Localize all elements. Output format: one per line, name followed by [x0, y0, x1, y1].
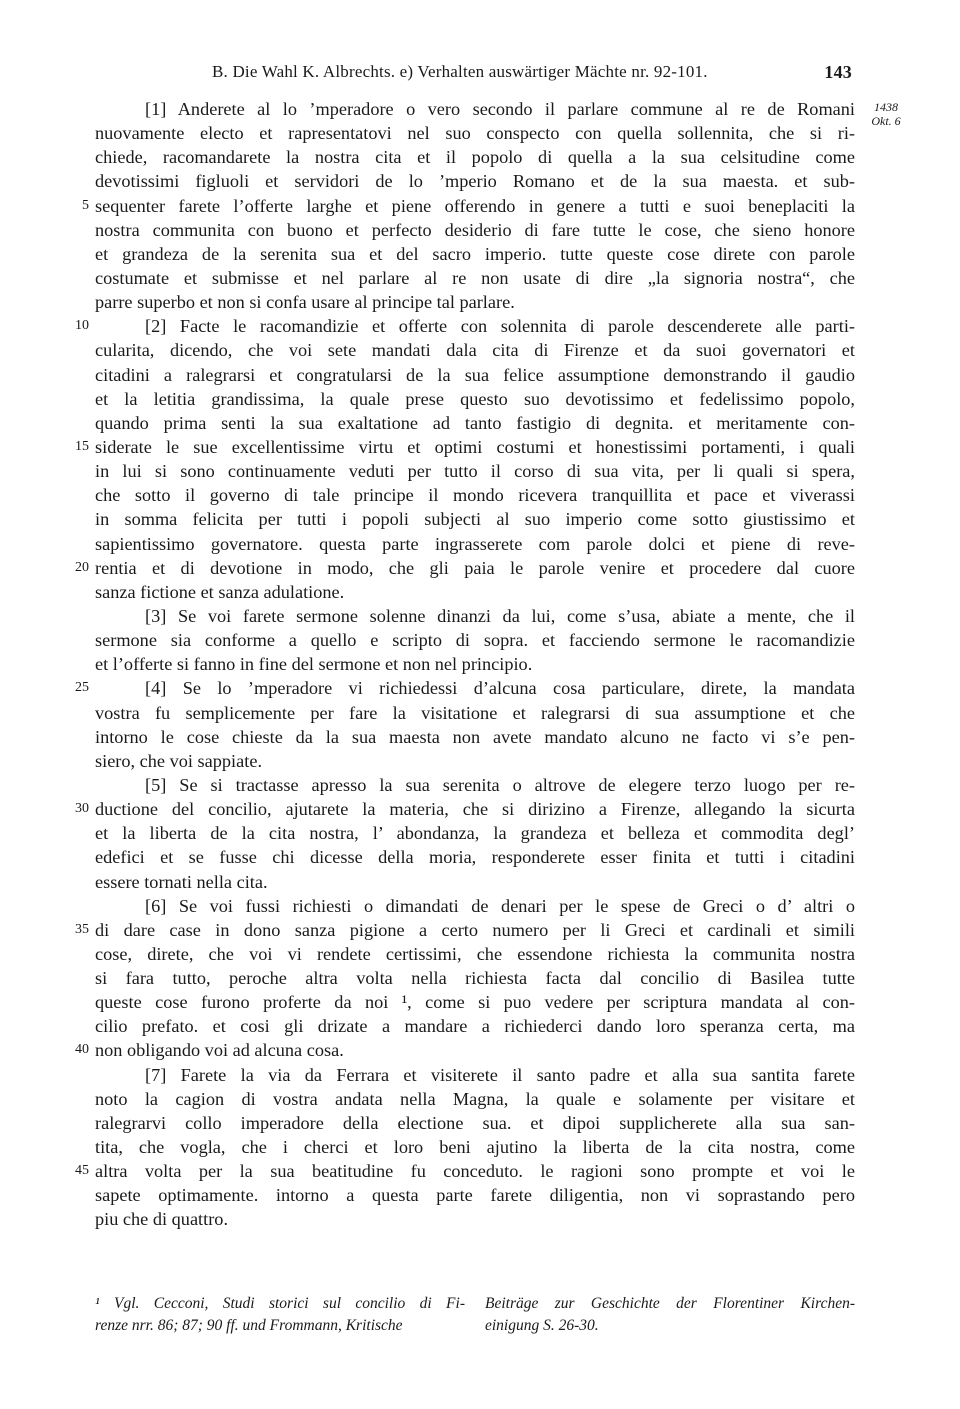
line-text: essere tornati nella cita.	[95, 871, 268, 892]
text-line	[95, 242, 855, 266]
line-number: 20	[75, 559, 89, 575]
line-text: [4] Se lo ’mperadore vi richiedessi d’alcuna cosa particulare, direte, la mandata	[145, 678, 855, 699]
text-line	[95, 580, 855, 604]
line-text: devotissimi figluoli et servidori de lo ’mperio Romano et de la sua maesta. et sub-	[95, 171, 855, 192]
line-text: in somma felicita per tutti i popoli subjecti al suo imperio come sotto giustissimo et	[95, 509, 855, 530]
line-text: tita, che vogla, che i cherci et loro beni ajutino la liberta de la cita nostra, come	[95, 1137, 855, 1158]
text-line	[75, 1159, 855, 1183]
line-text: chiede, racomandarete la nostra cita et il popolo di quella a la sua celsitudine come	[95, 147, 855, 168]
line-text: cose, direte, che voi vi rendete certissimi, che essendone richiesta la communita nostra	[95, 943, 855, 964]
text-line	[95, 894, 855, 918]
line-number: 45	[75, 1163, 89, 1179]
text-line	[95, 1087, 855, 1111]
text-line	[75, 435, 855, 459]
line-text: quando prima senti la sua exaltatione ad tanto fastigio di degnita. et meritamente con-	[95, 412, 855, 433]
line-text: noto la cagion di vostra andata nella Magna, la quale e solamente per visitare et	[95, 1088, 855, 1109]
line-text: non obligando voi ad alcuna cosa.	[95, 1040, 344, 1061]
line-text: rentia et di devotione in modo, che gli paia le parole venire et procedere dal cuore	[95, 557, 855, 578]
line-text: si fara tutto, peroche altra volta nella richiesta facta dal concilio di Basilea tutte	[95, 968, 855, 989]
line-text: cularita, dicendo, che voi sete mandati dala cita di Firenze et da suoi governatori et	[95, 340, 855, 361]
text-line	[95, 363, 855, 387]
line-text: et la liberta de la cita nostra, l’ abondanza, la grandeza et belleza et commodita degl’	[95, 823, 855, 844]
text-line	[75, 676, 855, 700]
text-line	[95, 821, 855, 845]
footnote-line: renze nrr. 86; 87; 90 ff. und Frommann, Kritische	[95, 1317, 403, 1334]
line-text: nuovamente electo et rapresentatovi nel suo conspecto con quella sollennita, che si ri-	[95, 123, 855, 144]
line-number: 30	[75, 801, 89, 817]
main-text	[75, 97, 855, 1232]
line-number: 35	[75, 921, 89, 937]
text-line	[95, 411, 855, 435]
line-text: [5] Se si tractasse apresso la sua serenita o altrove de elegere terzo luogo per re-	[145, 774, 855, 795]
line-number: 15	[75, 438, 89, 454]
line-text: ductione del concilio, ajutarete la materia, che si dirizino a Firenze, allegando la sicurta	[95, 799, 855, 820]
text-line	[95, 532, 855, 556]
text-line	[95, 338, 855, 362]
text-line	[95, 1063, 855, 1087]
margin-date-note	[862, 100, 910, 128]
line-number: 25	[75, 680, 89, 696]
text-line	[75, 1038, 855, 1062]
running-head: B. Die Wahl K. Albrechts. e) Verhalten auswärtiger Mächte nr. 92-101.	[212, 62, 708, 81]
text-line	[95, 942, 855, 966]
text-line	[95, 483, 855, 507]
text-line	[95, 169, 855, 193]
text-line	[95, 387, 855, 411]
text-line	[95, 773, 855, 797]
line-text: siero, che voi sappiate.	[95, 750, 263, 771]
line-text: costumate et submisse et nel parlare al re non usate di dire „la signoria nostra“, che	[95, 267, 855, 288]
text-line	[95, 507, 855, 531]
line-text: sequenter farete l’offerte larghe et piene offerendo in genere a tutti e suoi beneplaciti la	[95, 195, 855, 216]
line-text: sapete optimamente. intorno a questa parte farete diligentia, non vi soprastando pero	[95, 1185, 855, 1206]
line-text: intorno le cose chieste da la sua maesta non avete mandato alcuno ne facto vi s’e pen-	[95, 726, 855, 747]
text-line	[95, 121, 855, 145]
footnote-right-column	[485, 1293, 855, 1337]
line-text: sanza fictione et sanza adulatione.	[95, 581, 345, 602]
line-number: 40	[75, 1042, 89, 1058]
line-text: [6] Se voi fussi richiesti o dimandati de denari per le spese de Greci o d’ altri o	[145, 895, 855, 916]
line-number: 10	[75, 318, 89, 334]
text-line	[95, 97, 855, 121]
footnote-line: ¹ Vgl. Cecconi, Studi storici sul concilio di Fi-	[95, 1295, 465, 1312]
text-line	[82, 194, 855, 218]
line-text: et la letitia grandissima, la quale prese questo suo devotissimo et fedelissimo popolo,	[95, 388, 855, 409]
line-text: altra volta per la sua beatitudine fu conceduto. le ragioni sono prompte et voi le	[95, 1161, 855, 1182]
line-text: nostra communita con buono et perfecto desiderio di fare tutte le cose, che sieno honore	[95, 219, 855, 240]
line-text: [3] Se voi farete sermone solenne dinanzi da lui, come s’usa, abiate a mente, che il	[145, 605, 855, 626]
text-line	[95, 1207, 855, 1231]
text-line	[95, 990, 855, 1014]
text-line	[95, 1014, 855, 1038]
text-line	[95, 652, 855, 676]
line-text: sapientissimo governatore. questa parte ingrasserete com parole dolci et piene di reve-	[95, 533, 855, 554]
line-number: 5	[82, 197, 89, 213]
line-text: parre superbo et non si confa usare al principe tal parlare.	[95, 292, 515, 313]
line-text: cilio prefato. et cosi gli drizate a mandare a richiederci dando loro speranza certa, ma	[95, 1016, 855, 1037]
text-line	[95, 1183, 855, 1207]
line-text: edefici et se fusse chi dicesse della moria, responderete esser finita et tutti i citadini	[95, 847, 855, 868]
text-line	[75, 556, 855, 580]
text-line	[95, 218, 855, 242]
text-line	[75, 314, 855, 338]
line-text: [2] Facte le racomandizie et offerte con solennita di parole descenderete alle parti-	[145, 316, 855, 337]
line-text: in lui si sono continuamente veduti per tutto il corso di sua vita, per li quali si spera,	[95, 461, 855, 482]
footnote-line: Beiträge zur Geschichte der Florentiner Kirchen-	[485, 1295, 855, 1312]
footnote-line: einigung S. 26-30.	[485, 1317, 599, 1334]
margin-year: 1438	[874, 100, 898, 114]
line-text: ralegrarvi collo imperadore della electione sua. et dipoi supplicherete alla sua san-	[95, 1112, 855, 1133]
text-line	[95, 628, 855, 652]
text-line	[95, 870, 855, 894]
text-line	[95, 459, 855, 483]
text-line	[95, 1111, 855, 1135]
line-text: [1] Anderete al lo ’mperadore o vero secondo il parlare commune al re de Romani	[145, 99, 855, 119]
text-line	[75, 797, 855, 821]
text-line	[95, 845, 855, 869]
line-text: che sotto il governo di tale principe il mondo ricevera tranquillita et pace et viverassi	[95, 485, 855, 506]
text-line	[95, 1135, 855, 1159]
text-line	[75, 918, 855, 942]
line-text: et l’offerte si fanno in fine del sermone et non nel principio.	[95, 654, 533, 675]
line-text: siderate le sue excellentissime virtu et optimi costumi et honestissimi portamenti, i quali	[95, 436, 855, 457]
line-text: piu che di quattro.	[95, 1209, 229, 1230]
line-text: queste cose furono proferte da noi ¹, come si puo vedere per scriptura mandata al con-	[95, 992, 855, 1013]
text-line	[95, 966, 855, 990]
margin-date: Okt. 6	[871, 114, 901, 128]
line-text: sermone sia conforme a quello e scripto di sopra. et facciendo sermone le racomandizie	[95, 630, 855, 651]
text-line	[95, 725, 855, 749]
text-line	[95, 266, 855, 290]
line-text: vostra fu semplicemente per fare la visitatione et ralegrarsi di sua assumptione et che	[95, 702, 855, 723]
text-line	[95, 701, 855, 725]
text-line	[95, 604, 855, 628]
line-text: [7] Farete la via da Ferrara et visiterete il santo padre et alla sua santita farete	[145, 1064, 855, 1085]
text-line	[95, 145, 855, 169]
text-line	[95, 749, 855, 773]
footnote-left-column	[95, 1293, 465, 1337]
page-number: 143	[824, 62, 852, 82]
line-text: et grandeza de la serenita sua et del sacro imperio. tutte queste cose direte con parole	[95, 243, 855, 264]
line-text: citadini a ralegrarsi et congratularsi de la sua felice assumptione demonstrando il gaudio	[95, 364, 855, 385]
text-line	[95, 290, 855, 314]
line-text: di dare case in dono sanza pigione a certo numero per li Greci et cardinali et simili	[95, 919, 855, 940]
